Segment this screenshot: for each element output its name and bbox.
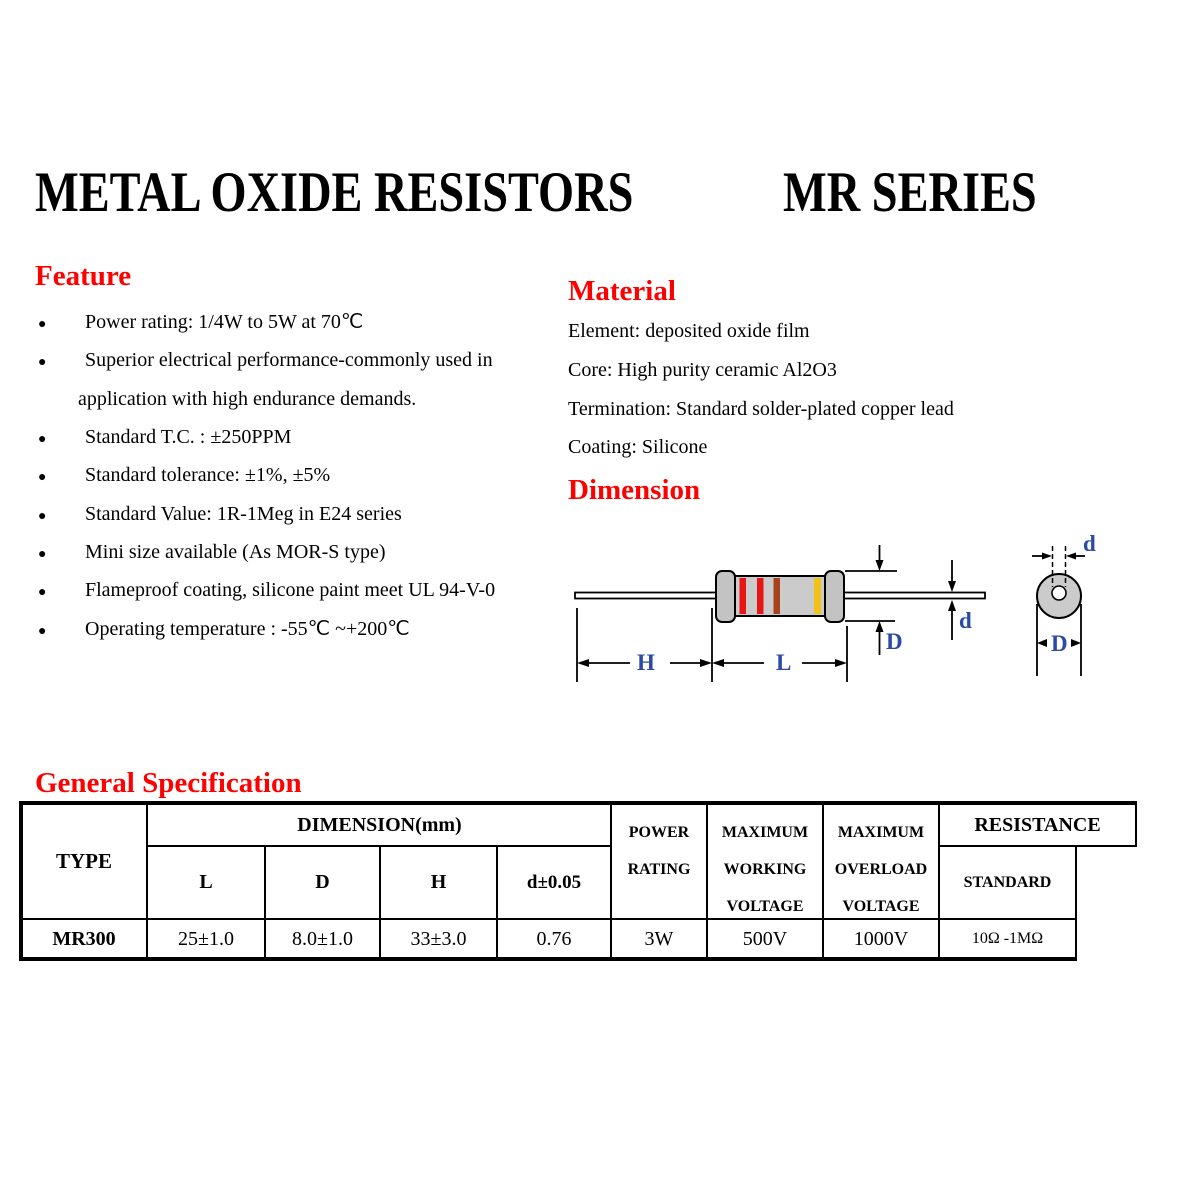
header-line: VOLTAGE <box>842 898 920 915</box>
body-length-label: L <box>776 650 792 675</box>
bullet-icon: ● <box>38 317 47 332</box>
lead-length-label: H <box>637 650 655 675</box>
arrow-left-icon <box>712 659 724 667</box>
feature-item <box>38 580 495 600</box>
feature-item-text: Standard tolerance: ±1%, ±5% <box>85 464 331 486</box>
arrow-left-icon <box>1066 553 1076 560</box>
bullet-icon: ● <box>38 547 47 562</box>
general-spec-heading: General Specification <box>35 767 302 799</box>
cell-D: 8.0±1.0 <box>264 918 381 960</box>
arrow-down-icon <box>876 560 884 571</box>
page-title-left: METAL OXIDE RESISTORS <box>35 161 634 224</box>
cell-working-voltage: 500V <box>706 918 824 960</box>
color-band-red-2 <box>757 578 764 614</box>
table-outer-border-bottom <box>19 957 1077 961</box>
dimension-heading: Dimension <box>568 474 701 506</box>
header-line: WORKING <box>723 861 807 878</box>
bullet-icon: ● <box>38 624 47 639</box>
end-view-diameter-label: D <box>1051 631 1068 656</box>
header-line: POWER <box>628 824 690 841</box>
material-heading: Material <box>568 275 676 307</box>
col-header-type: TYPE <box>20 803 148 920</box>
col-header-max-working-voltage <box>706 803 824 920</box>
feature-item-text: Superior electrical performance-commonly used in <box>85 349 493 371</box>
cell-H: 33±3.0 <box>379 918 498 960</box>
arrow-left-icon <box>577 659 589 667</box>
page-title-series: MR SERIES <box>783 161 1037 224</box>
table-outer-border-left <box>19 801 23 961</box>
left-lead <box>575 593 718 599</box>
arrow-right-icon <box>700 659 712 667</box>
cell-L: 25±1.0 <box>146 918 266 960</box>
feature-item <box>38 504 402 524</box>
arrow-right-icon <box>1071 639 1081 647</box>
header-line: OVERLOAD <box>834 861 928 878</box>
resistor-dimension-diagram <box>555 525 1115 695</box>
bullet-icon: ● <box>38 355 47 370</box>
feature-item-text: Mini size available (As MOR-S type) <box>85 541 386 563</box>
col-header-H: H <box>379 845 498 920</box>
bullet-icon: ● <box>38 585 47 600</box>
feature-item-wrap <box>78 389 416 409</box>
arrow-left-icon <box>1037 639 1047 647</box>
bullet-icon: ● <box>38 470 47 485</box>
arrow-up-icon <box>948 600 956 611</box>
feature-item <box>38 542 386 562</box>
feature-item-text: Standard T.C. : ±250PPM <box>85 426 292 448</box>
feature-item <box>38 619 410 639</box>
material-item: Termination: Standard solder-plated copper lead <box>568 398 954 420</box>
feature-item-text: Power rating: 1/4W to 5W at 70℃ <box>85 311 364 333</box>
resistor-right-cap <box>825 571 844 622</box>
resistor-left-cap <box>716 571 735 622</box>
feature-item <box>38 427 291 447</box>
arrow-right-icon <box>1042 553 1052 560</box>
header-line: MAXIMUM <box>721 824 809 841</box>
bullet-icon: ● <box>38 432 47 447</box>
col-header-max-overload-voltage <box>822 803 940 920</box>
arrow-down-icon <box>948 581 956 592</box>
cell-d-tolerance: 0.76 <box>496 918 612 960</box>
col-header-L: L <box>146 845 266 920</box>
material-item: Core: High purity ceramic Al2O3 <box>568 359 837 381</box>
col-header-standard: STANDARD <box>938 845 1077 920</box>
feature-heading: Feature <box>35 260 132 292</box>
col-group-resistance: RESISTANCE <box>938 803 1137 847</box>
header-line: RATING <box>627 861 691 878</box>
right-lead <box>843 593 985 599</box>
feature-item <box>38 465 330 485</box>
feature-item-text: Operating temperature : -55℃ ~+200℃ <box>85 618 410 640</box>
feature-item-text: Flameproof coating, silicone paint meet UL 94-V-0 <box>85 579 496 601</box>
feature-item-text: Standard Value: 1R-1Meg in E24 series <box>85 503 402 525</box>
col-group-dimension: DIMENSION(mm) <box>146 803 613 847</box>
col-header-power-rating <box>610 803 708 920</box>
end-view-lead-hole <box>1052 586 1066 600</box>
header-line: MAXIMUM <box>837 824 925 841</box>
table-outer-border-top <box>19 801 1137 805</box>
color-band-red-1 <box>740 578 747 614</box>
col-header-D: D <box>264 845 381 920</box>
lead-diameter-label: d <box>959 608 972 633</box>
feature-item-text: application with high endurance demands. <box>78 388 417 410</box>
color-band-yellow <box>814 578 821 614</box>
feature-item <box>38 350 493 370</box>
arrow-up-icon <box>876 621 884 632</box>
bullet-icon: ● <box>38 509 47 524</box>
feature-item <box>38 312 363 332</box>
header-line: VOLTAGE <box>726 898 804 915</box>
col-header-d-tolerance: d±0.05 <box>496 845 612 920</box>
body-diameter-label: D <box>886 629 903 654</box>
end-view-lead-label: d <box>1083 531 1096 556</box>
arrow-right-icon <box>835 659 847 667</box>
color-band-brown <box>774 578 781 614</box>
cell-resistance-range: 10Ω -1MΩ <box>938 918 1077 960</box>
material-item: Element: deposited oxide film <box>568 320 810 342</box>
cell-power-rating: 3W <box>610 918 708 960</box>
material-item: Coating: Silicone <box>568 436 708 458</box>
cell-overload-voltage: 1000V <box>822 918 940 960</box>
cell-type: MR300 <box>20 918 148 960</box>
